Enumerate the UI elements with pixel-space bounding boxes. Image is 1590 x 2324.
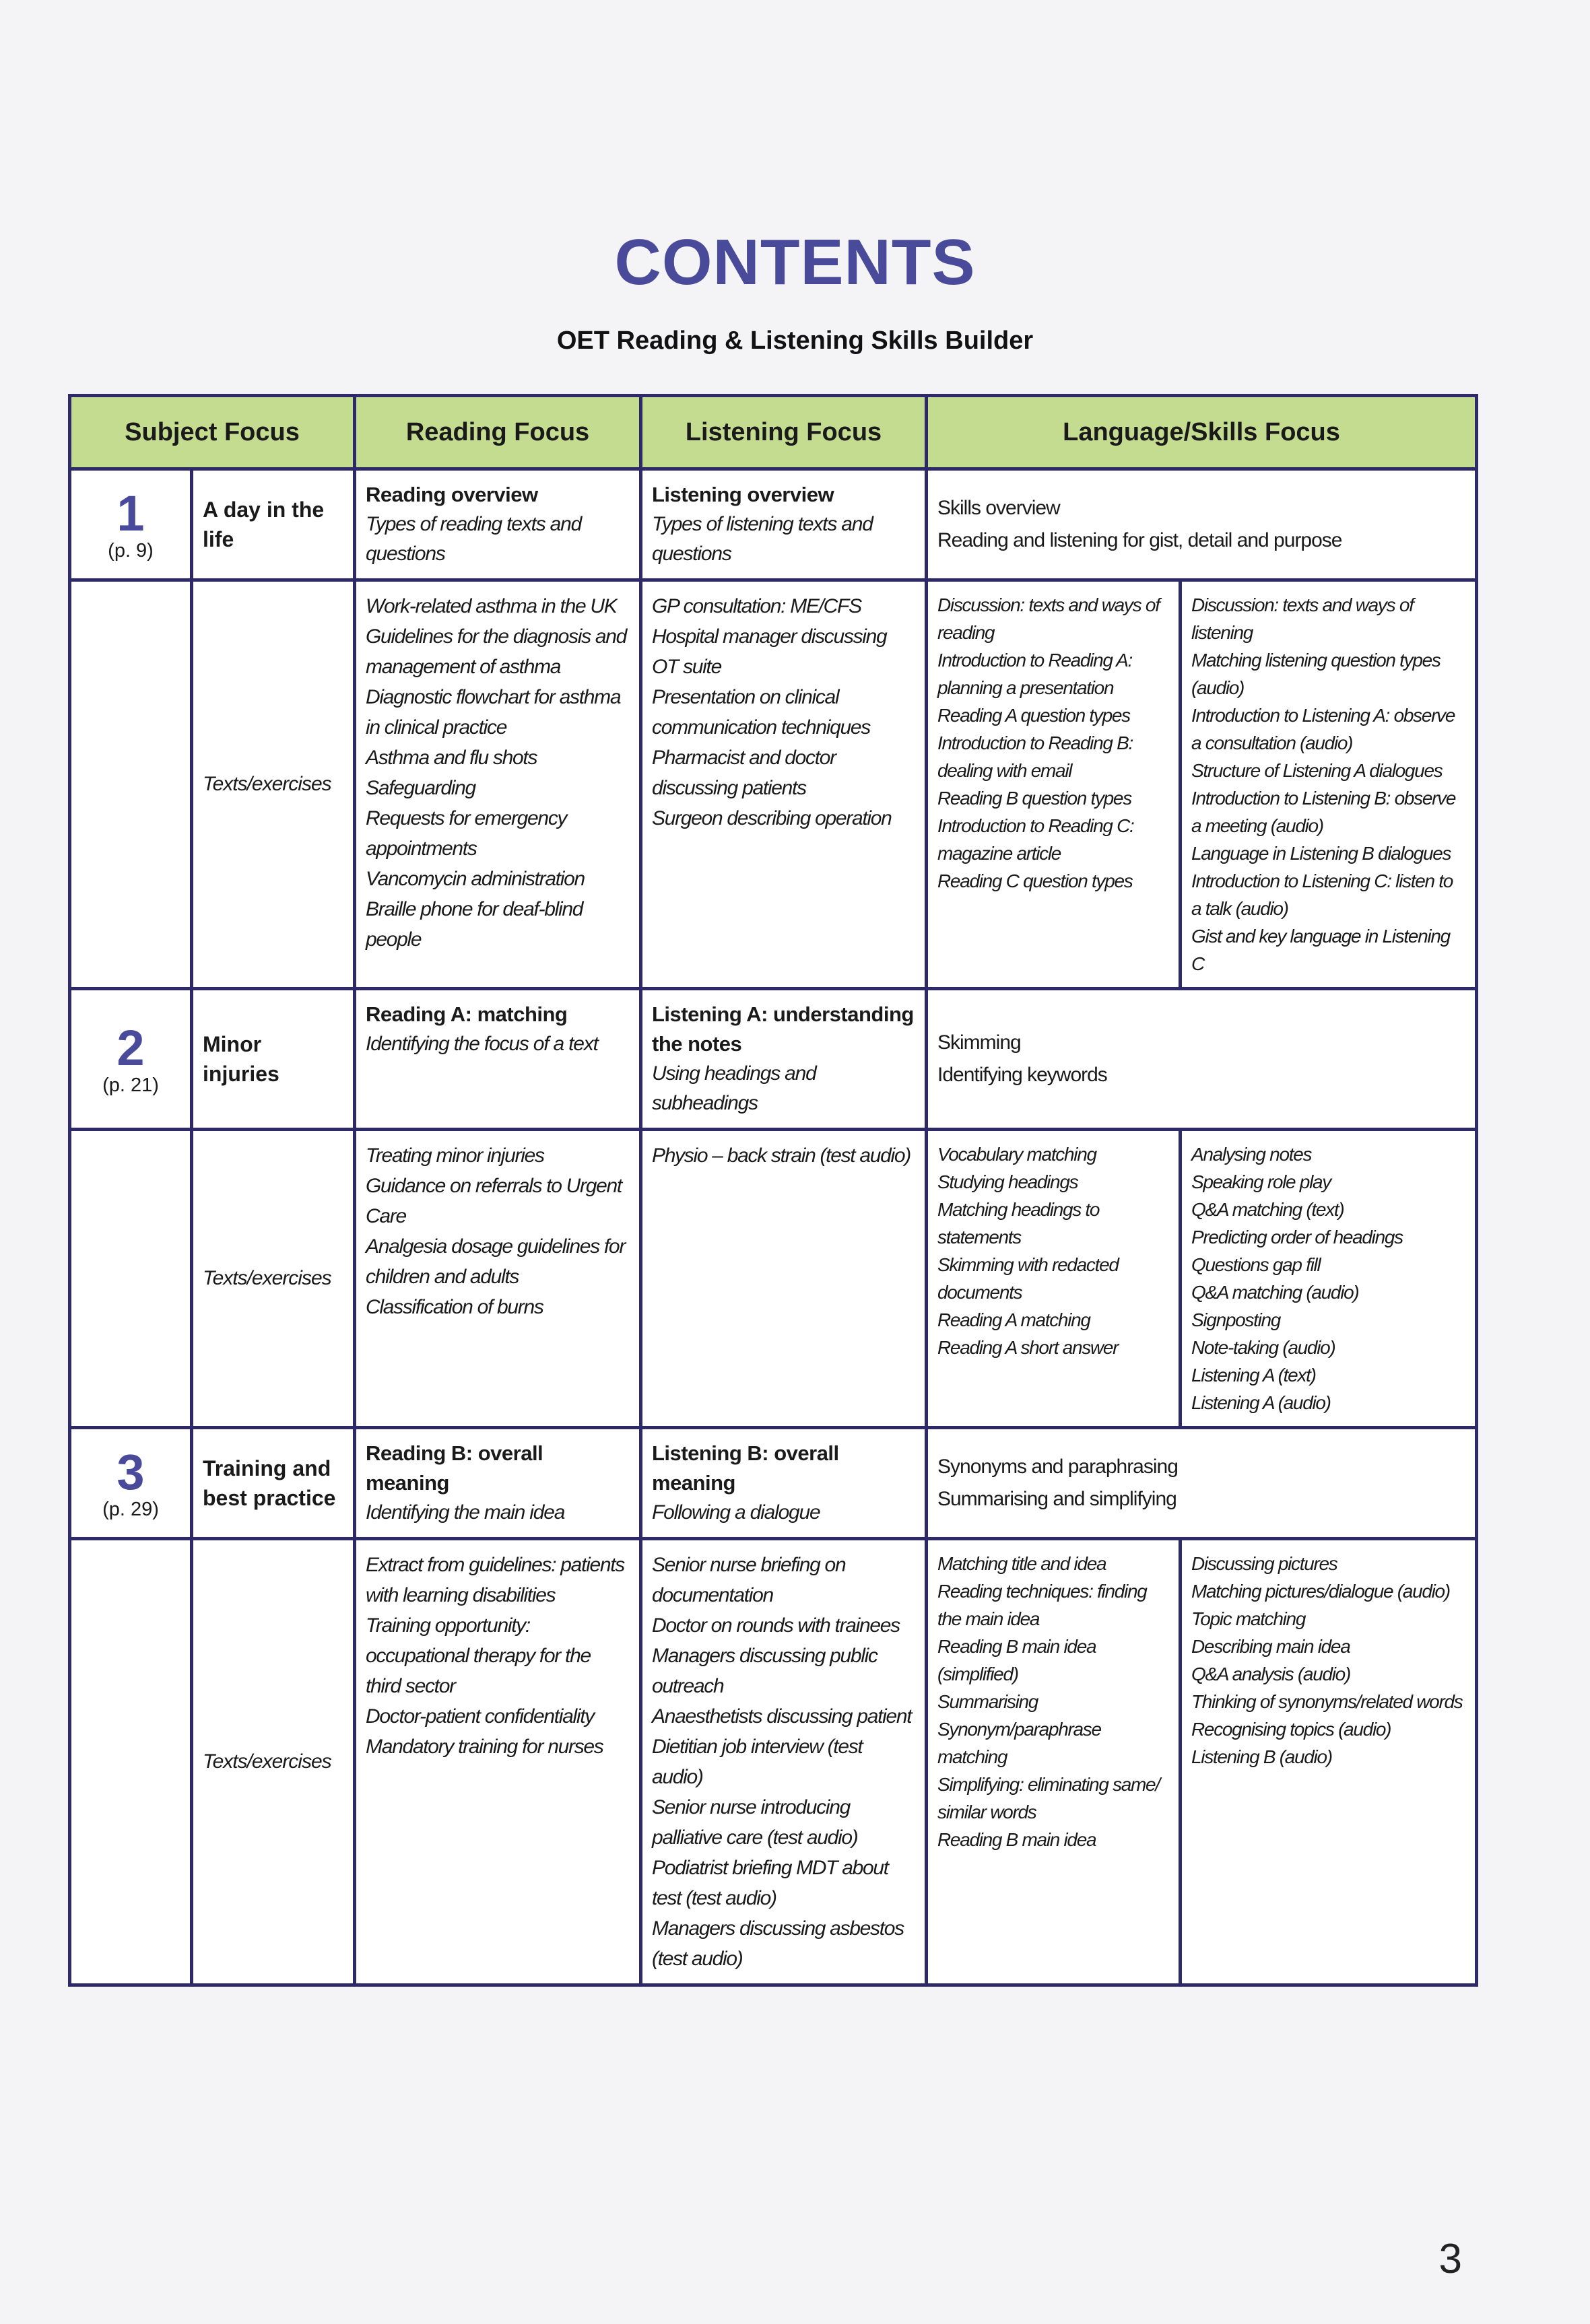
list-item: Structure of Listening A dialogues bbox=[1191, 760, 1443, 781]
list-item: Managers discussing public outreach bbox=[652, 1645, 877, 1697]
list-item: Discussion: texts and ways of listening bbox=[1191, 594, 1414, 643]
list-item: Physio – back strain (test audio) bbox=[652, 1144, 910, 1167]
header-language-skills-focus: Language/Skills Focus bbox=[927, 396, 1477, 469]
texts-exercises-label: Texts/exercises bbox=[192, 580, 355, 989]
list-item: Introduction to Listening A: observe a consultation (audio) bbox=[1191, 705, 1455, 753]
list-item: Matching headings to statements bbox=[937, 1199, 1100, 1248]
list-item: Introduction to Reading A: planning a presentation bbox=[937, 650, 1132, 698]
list-item: Recognising topics (audio) bbox=[1191, 1719, 1391, 1740]
list-item: Reading techniques: finding the main idea bbox=[937, 1581, 1147, 1629]
list-item: Work-related asthma in the UK bbox=[366, 595, 617, 617]
contents-table bbox=[68, 394, 1478, 1987]
list-item: Signposting bbox=[1191, 1309, 1281, 1330]
listening-focus-cell bbox=[641, 989, 927, 1130]
list-item: Reading C question types bbox=[937, 870, 1133, 891]
list-item: Senior nurse briefing on documentation bbox=[652, 1554, 846, 1606]
listening-focus-title: Listening A: understanding the notes bbox=[652, 1002, 914, 1056]
list-item: Reading B question types bbox=[937, 788, 1131, 809]
skills-item: Synonyms and paraphrasing bbox=[937, 1456, 1178, 1478]
list-item: Listening B (audio) bbox=[1191, 1746, 1332, 1767]
list-item: Thinking of synonyms/related words bbox=[1191, 1691, 1463, 1712]
language-reading-list bbox=[937, 1550, 1169, 1853]
list-item: Introduction to Listening B: observe a meeting (audio) bbox=[1191, 788, 1456, 836]
list-item: Matching title and idea bbox=[937, 1553, 1106, 1574]
reading-texts-cell bbox=[355, 580, 641, 989]
list-item: Doctor on rounds with trainees bbox=[652, 1614, 900, 1637]
list-item: Listening A (audio) bbox=[1191, 1392, 1331, 1413]
list-item: Discussion: texts and ways of reading bbox=[937, 594, 1160, 643]
unit-2-overview-row bbox=[70, 989, 1477, 1130]
listening-texts-list bbox=[652, 1140, 915, 1171]
list-item: Reading A matching bbox=[937, 1309, 1090, 1330]
list-item: Discussing pictures bbox=[1191, 1553, 1337, 1574]
unit-1-overview-row bbox=[70, 469, 1477, 580]
skills-focus-cell bbox=[927, 469, 1477, 580]
list-item: Training opportunity: occupational therapy for the third sector bbox=[366, 1614, 591, 1697]
list-item: Podiatrist briefing MDT about test (test audio) bbox=[652, 1857, 888, 1909]
unit-page: (p. 29) bbox=[102, 1498, 159, 1520]
reading-texts-cell bbox=[355, 1539, 641, 1985]
list-item: Guidance on referrals to Urgent Care bbox=[366, 1175, 622, 1227]
language-listening-list bbox=[1191, 1140, 1465, 1416]
listening-focus-title: Listening overview bbox=[652, 483, 834, 506]
list-item: Treating minor injuries bbox=[366, 1144, 544, 1167]
reading-focus-title: Reading A: matching bbox=[366, 1002, 568, 1026]
listening-focus-title: Listening B: overall meaning bbox=[652, 1441, 839, 1495]
list-item: Matching listening question types (audio) bbox=[1191, 650, 1440, 698]
list-item: Simplifying: eliminating same/ similar words bbox=[937, 1774, 1160, 1822]
list-item: Vancomycin administration bbox=[366, 868, 585, 890]
language-reading-cell bbox=[927, 580, 1181, 989]
listening-texts-cell bbox=[641, 1130, 927, 1428]
unit-page: (p. 21) bbox=[102, 1074, 159, 1096]
language-listening-cell bbox=[1181, 1539, 1477, 1985]
list-item: Requests for emergency appointments bbox=[366, 807, 567, 860]
list-item: Topic matching bbox=[1191, 1608, 1306, 1629]
unit-number-cell bbox=[70, 1428, 192, 1539]
list-item: Q&A matching (audio) bbox=[1191, 1282, 1359, 1303]
unit-subject: Training and best practice bbox=[192, 1428, 355, 1539]
reading-texts-list bbox=[366, 1140, 630, 1322]
list-item: Guidelines for the diagnosis and management of asthma bbox=[366, 625, 627, 678]
unit-page: (p. 9) bbox=[108, 539, 154, 561]
reading-focus-subtitle: Identifying the focus of a text bbox=[366, 1033, 598, 1055]
list-item: Managers discussing asbestos (test audio) bbox=[652, 1917, 904, 1970]
list-item: Asthma and flu shots bbox=[366, 747, 537, 769]
reading-texts-list bbox=[366, 591, 630, 955]
list-item: Extract from guidelines: patients with learning disabilities bbox=[366, 1554, 624, 1606]
list-item: Reading B main idea bbox=[937, 1829, 1096, 1850]
empty-cell bbox=[70, 580, 192, 989]
language-listening-list bbox=[1191, 591, 1465, 978]
list-item: Classification of burns bbox=[366, 1296, 543, 1318]
list-item: Introduction to Reading C: magazine article bbox=[937, 815, 1134, 864]
listening-texts-cell bbox=[641, 580, 927, 989]
list-item: Pharmacist and doctor discussing patients bbox=[652, 747, 836, 799]
list-item: Summarising bbox=[937, 1691, 1038, 1712]
list-item: Introduction to Listening C: listen to a talk (audio) bbox=[1191, 870, 1453, 919]
list-item: Dietitian job interview (test audio) bbox=[652, 1736, 863, 1788]
unit-subject: Minor injuries bbox=[192, 989, 355, 1130]
header-listening-focus: Listening Focus bbox=[641, 396, 927, 469]
list-item: Introduction to Reading B: dealing with email bbox=[937, 732, 1133, 781]
reading-focus-cell bbox=[355, 1428, 641, 1539]
list-item: Note-taking (audio) bbox=[1191, 1337, 1335, 1358]
page-title: CONTENTS bbox=[614, 226, 976, 298]
language-listening-cell bbox=[1181, 1130, 1477, 1428]
unit-number: 2 bbox=[117, 1019, 145, 1076]
list-item: Reading A short answer bbox=[937, 1337, 1119, 1358]
list-item: Anaesthetists discussing patient bbox=[652, 1705, 912, 1728]
language-reading-list bbox=[937, 1140, 1169, 1361]
listening-focus-subtitle: Types of listening texts and questions bbox=[652, 513, 873, 565]
list-item: Synonym/paraphrase matching bbox=[937, 1719, 1101, 1767]
listening-texts-list bbox=[652, 1550, 915, 1974]
list-item: Gist and key language in Listening C bbox=[1191, 926, 1450, 974]
list-item: Vocabulary matching bbox=[937, 1144, 1096, 1165]
skills-item: Identifying keywords bbox=[937, 1064, 1107, 1086]
unit-1-texts-row bbox=[70, 580, 1477, 989]
list-item: Presentation on clinical communication techniques bbox=[652, 686, 870, 739]
skills-item: Summarising and simplifying bbox=[937, 1488, 1177, 1510]
reading-focus-cell bbox=[355, 469, 641, 580]
list-item: Surgeon describing operation bbox=[652, 807, 892, 829]
reading-texts-cell bbox=[355, 1130, 641, 1428]
list-item: Speaking role play bbox=[1191, 1171, 1331, 1192]
list-item: Describing main idea bbox=[1191, 1636, 1350, 1657]
language-reading-list bbox=[937, 591, 1169, 895]
unit-number-cell bbox=[70, 989, 192, 1130]
listening-focus-cell bbox=[641, 1428, 927, 1539]
unit-2-texts-row bbox=[70, 1130, 1477, 1428]
list-item: Hospital manager discussing OT suite bbox=[652, 625, 887, 678]
list-item: Studying headings bbox=[937, 1171, 1078, 1192]
reading-focus-subtitle: Types of reading texts and questions bbox=[366, 513, 582, 565]
listening-texts-cell bbox=[641, 1539, 927, 1985]
unit-number-cell bbox=[70, 469, 192, 580]
page-number: 3 bbox=[1438, 2236, 1462, 2282]
unit-number: 3 bbox=[117, 1443, 145, 1500]
skills-item: Skimming bbox=[937, 1031, 1021, 1054]
texts-exercises-label: Texts/exercises bbox=[192, 1130, 355, 1428]
list-item: Q&A analysis (audio) bbox=[1191, 1664, 1350, 1684]
unit-subject: A day in the life bbox=[192, 469, 355, 580]
list-item: Matching pictures/dialogue (audio) bbox=[1191, 1581, 1450, 1602]
list-item: Diagnostic flowchart for asthma in clinical practice bbox=[366, 686, 621, 739]
list-item: Senior nurse introducing palliative care (test audio) bbox=[652, 1796, 858, 1849]
reading-focus-title: Reading B: overall meaning bbox=[366, 1441, 543, 1495]
reading-focus-cell bbox=[355, 989, 641, 1130]
language-reading-cell bbox=[927, 1130, 1181, 1428]
list-item: Language in Listening B dialogues bbox=[1191, 843, 1451, 864]
header-reading-focus: Reading Focus bbox=[355, 396, 641, 469]
list-item: Mandatory training for nurses bbox=[366, 1736, 603, 1758]
table-header-row bbox=[70, 396, 1477, 469]
empty-cell bbox=[70, 1130, 192, 1428]
language-listening-list bbox=[1191, 1550, 1465, 1771]
list-item: Q&A matching (text) bbox=[1191, 1199, 1344, 1220]
list-item: Listening A (text) bbox=[1191, 1365, 1316, 1386]
list-item: Skimming with redacted documents bbox=[937, 1254, 1119, 1303]
listening-texts-list bbox=[652, 591, 915, 833]
reading-focus-subtitle: Identifying the main idea bbox=[366, 1501, 565, 1524]
listening-focus-cell bbox=[641, 469, 927, 580]
list-item: Doctor-patient confidentiality bbox=[366, 1705, 594, 1728]
reading-texts-list bbox=[366, 1550, 630, 1762]
reading-focus-title: Reading overview bbox=[366, 483, 538, 506]
list-item: Predicting order of headings bbox=[1191, 1227, 1403, 1248]
language-reading-cell bbox=[927, 1539, 1181, 1985]
listening-focus-subtitle: Using headings and subheadings bbox=[652, 1062, 816, 1114]
list-item: Analysing notes bbox=[1191, 1144, 1312, 1165]
empty-cell bbox=[70, 1539, 192, 1985]
skills-focus-cell bbox=[927, 989, 1477, 1130]
unit-3-overview-row bbox=[70, 1428, 1477, 1539]
list-item: Safeguarding bbox=[366, 777, 475, 799]
header-subject-focus: Subject Focus bbox=[70, 396, 355, 469]
list-item: Questions gap fill bbox=[1191, 1254, 1321, 1275]
list-item: Analgesia dosage guidelines for children and adults bbox=[366, 1235, 626, 1288]
list-item: Reading B main idea (simplified) bbox=[937, 1636, 1096, 1684]
skills-item: Reading and listening for gist, detail and purpose bbox=[937, 529, 1342, 551]
texts-exercises-label: Texts/exercises bbox=[192, 1539, 355, 1985]
listening-focus-subtitle: Following a dialogue bbox=[652, 1501, 820, 1524]
skills-focus-cell bbox=[927, 1428, 1477, 1539]
list-item: GP consultation: ME/CFS bbox=[652, 595, 861, 617]
unit-3-texts-row bbox=[70, 1539, 1477, 1985]
language-listening-cell bbox=[1181, 580, 1477, 989]
skills-item: Skills overview bbox=[937, 497, 1060, 519]
list-item: Braille phone for deaf-blind people bbox=[366, 898, 583, 951]
unit-number: 1 bbox=[117, 485, 145, 541]
book-subtitle: OET Reading & Listening Skills Builder bbox=[556, 327, 1034, 355]
list-item: Reading A question types bbox=[937, 705, 1130, 726]
